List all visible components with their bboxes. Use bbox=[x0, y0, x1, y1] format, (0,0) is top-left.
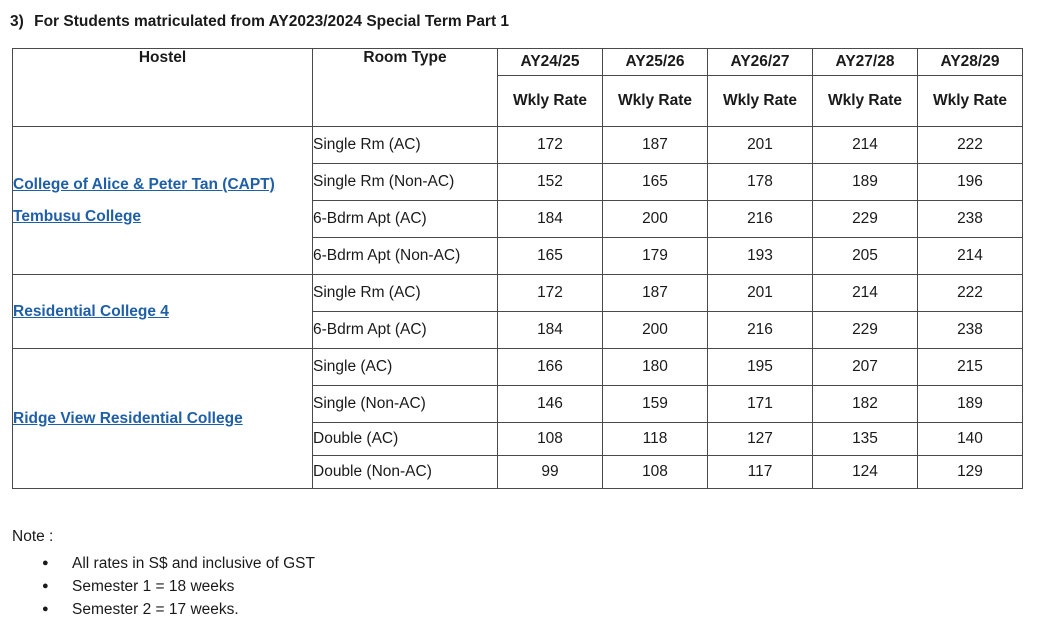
table-row bbox=[13, 275, 1023, 312]
column-header-year: AY26/27 bbox=[708, 49, 813, 76]
section-title: For Students matriculated from AY2023/2024 Special Term Part 1 bbox=[34, 13, 510, 30]
column-subheader-weekly-rate: Wkly Rate bbox=[708, 76, 813, 127]
note-item: ● All rates in S$ and inclusive of GST bbox=[72, 552, 315, 575]
weekly-rate-cell: 140 bbox=[918, 423, 1023, 456]
column-header-year: AY24/25 bbox=[498, 49, 603, 76]
hostel-link[interactable]: Ridge View Residential College bbox=[13, 409, 243, 427]
weekly-rate-cell: 171 bbox=[708, 386, 813, 423]
weekly-rate-cell: 207 bbox=[813, 349, 918, 386]
rates-table bbox=[12, 48, 1023, 489]
weekly-rate-cell: 195 bbox=[708, 349, 813, 386]
weekly-rate-cell: 200 bbox=[603, 312, 708, 349]
column-subheader-weekly-rate: Wkly Rate bbox=[498, 76, 603, 127]
hostel-link[interactable]: Residential College 4 bbox=[13, 302, 169, 320]
column-header-room-type: Room Type bbox=[313, 49, 498, 127]
room-type-cell: Single Rm (AC) bbox=[313, 127, 498, 164]
weekly-rate-cell: 229 bbox=[813, 312, 918, 349]
weekly-rate-cell: 214 bbox=[918, 238, 1023, 275]
weekly-rate-cell: 216 bbox=[708, 312, 813, 349]
weekly-rate-cell: 214 bbox=[813, 275, 918, 312]
notes-list bbox=[12, 552, 315, 621]
weekly-rate-cell: 127 bbox=[708, 423, 813, 456]
hostel-cell bbox=[13, 275, 313, 349]
room-type-cell: Single Rm (Non-AC) bbox=[313, 164, 498, 201]
weekly-rate-cell: 165 bbox=[498, 238, 603, 275]
column-header-year: AY28/29 bbox=[918, 49, 1023, 76]
column-subheader-weekly-rate: Wkly Rate bbox=[918, 76, 1023, 127]
note-item: ● Semester 1 = 18 weeks bbox=[72, 575, 315, 598]
notes-title: Note : bbox=[12, 528, 54, 545]
table-row bbox=[13, 349, 1023, 386]
hostel-cell bbox=[13, 349, 313, 489]
room-type-cell: 6-Bdrm Apt (AC) bbox=[313, 312, 498, 349]
weekly-rate-cell: 216 bbox=[708, 201, 813, 238]
weekly-rate-cell: 238 bbox=[918, 312, 1023, 349]
room-type-cell: Double (Non-AC) bbox=[313, 456, 498, 489]
weekly-rate-cell: 108 bbox=[603, 456, 708, 489]
room-type-cell: Double (AC) bbox=[313, 423, 498, 456]
weekly-rate-cell: 215 bbox=[918, 349, 1023, 386]
weekly-rate-cell: 178 bbox=[708, 164, 813, 201]
rates-table-body bbox=[13, 127, 1023, 489]
room-type-cell: Single Rm (AC) bbox=[313, 275, 498, 312]
weekly-rate-cell: 182 bbox=[813, 386, 918, 423]
weekly-rate-cell: 193 bbox=[708, 238, 813, 275]
notes-section bbox=[12, 528, 315, 621]
weekly-rate-cell: 189 bbox=[813, 164, 918, 201]
weekly-rate-cell: 117 bbox=[708, 456, 813, 489]
weekly-rate-cell: 201 bbox=[708, 275, 813, 312]
weekly-rate-cell: 172 bbox=[498, 127, 603, 164]
hostel-link[interactable]: Tembusu College bbox=[13, 207, 142, 225]
table-row bbox=[13, 127, 1023, 164]
section-heading bbox=[10, 13, 509, 31]
hostel-link[interactable]: College of Alice & Peter Tan (CAPT) bbox=[13, 175, 275, 193]
weekly-rate-cell: 184 bbox=[498, 201, 603, 238]
weekly-rate-cell: 205 bbox=[813, 238, 918, 275]
weekly-rate-cell: 165 bbox=[603, 164, 708, 201]
column-subheader-weekly-rate: Wkly Rate bbox=[603, 76, 708, 127]
weekly-rate-cell: 184 bbox=[498, 312, 603, 349]
weekly-rate-cell: 189 bbox=[918, 386, 1023, 423]
weekly-rate-cell: 201 bbox=[708, 127, 813, 164]
weekly-rate-cell: 179 bbox=[603, 238, 708, 275]
weekly-rate-cell: 196 bbox=[918, 164, 1023, 201]
weekly-rate-cell: 214 bbox=[813, 127, 918, 164]
weekly-rate-cell: 200 bbox=[603, 201, 708, 238]
column-header-year: AY25/26 bbox=[603, 49, 708, 76]
column-header-hostel: Hostel bbox=[13, 49, 313, 127]
weekly-rate-cell: 146 bbox=[498, 386, 603, 423]
weekly-rate-cell: 187 bbox=[603, 275, 708, 312]
weekly-rate-cell: 187 bbox=[603, 127, 708, 164]
weekly-rate-cell: 180 bbox=[603, 349, 708, 386]
column-header-year: AY27/28 bbox=[813, 49, 918, 76]
weekly-rate-cell: 166 bbox=[498, 349, 603, 386]
weekly-rate-cell: 118 bbox=[603, 423, 708, 456]
weekly-rate-cell: 108 bbox=[498, 423, 603, 456]
weekly-rate-cell: 152 bbox=[498, 164, 603, 201]
note-item: ● Semester 2 = 17 weeks. bbox=[72, 598, 315, 621]
room-type-cell: 6-Bdrm Apt (AC) bbox=[313, 201, 498, 238]
room-type-cell: Single (Non-AC) bbox=[313, 386, 498, 423]
weekly-rate-cell: 99 bbox=[498, 456, 603, 489]
weekly-rate-cell: 129 bbox=[918, 456, 1023, 489]
hostel-cell bbox=[13, 127, 313, 275]
weekly-rate-cell: 124 bbox=[813, 456, 918, 489]
weekly-rate-cell: 135 bbox=[813, 423, 918, 456]
weekly-rate-cell: 229 bbox=[813, 201, 918, 238]
weekly-rate-cell: 222 bbox=[918, 127, 1023, 164]
room-type-cell: Single (AC) bbox=[313, 349, 498, 386]
weekly-rate-cell: 172 bbox=[498, 275, 603, 312]
weekly-rate-cell: 222 bbox=[918, 275, 1023, 312]
weekly-rate-cell: 159 bbox=[603, 386, 708, 423]
column-subheader-weekly-rate: Wkly Rate bbox=[813, 76, 918, 127]
weekly-rate-cell: 238 bbox=[918, 201, 1023, 238]
section-number: 3) bbox=[10, 13, 24, 30]
room-type-cell: 6-Bdrm Apt (Non-AC) bbox=[313, 238, 498, 275]
